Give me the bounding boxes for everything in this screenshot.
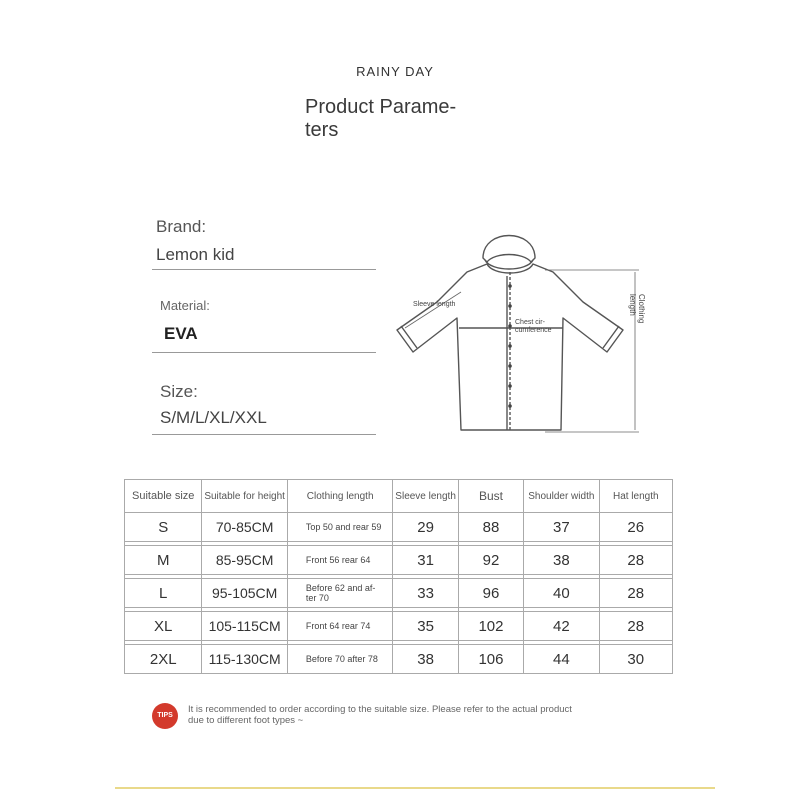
cell-bust: 88 bbox=[459, 513, 524, 542]
cell-clothing-length: Before 62 and af- ter 70 bbox=[288, 579, 394, 608]
raincoat-outline-icon bbox=[385, 210, 665, 445]
chest-label-1: Chest cir- bbox=[515, 319, 545, 326]
cell-size: L bbox=[125, 579, 202, 608]
cell-height: 115-130CM bbox=[202, 645, 287, 674]
cell-sleeve: 38 bbox=[393, 645, 458, 674]
tips-badge: TIPS bbox=[152, 703, 178, 729]
bottom-divider bbox=[115, 787, 715, 789]
cell-bust: 106 bbox=[459, 645, 524, 674]
cell-height: 70-85CM bbox=[202, 513, 287, 542]
cell-sleeve: 31 bbox=[393, 546, 458, 575]
cell-height: 105-115CM bbox=[202, 612, 287, 641]
chest-label-2: cumference bbox=[515, 327, 552, 334]
cell-clothing-length: Top 50 and rear 59 bbox=[288, 513, 394, 542]
cell-hat: 26 bbox=[600, 513, 673, 542]
table-row bbox=[125, 513, 673, 542]
table-row bbox=[125, 579, 673, 608]
cell-size: S bbox=[125, 513, 202, 542]
cell-size: 2XL bbox=[125, 645, 202, 674]
table-row bbox=[125, 612, 673, 641]
cell-bust: 102 bbox=[459, 612, 524, 641]
cell-hat: 30 bbox=[600, 645, 673, 674]
table-header-row bbox=[125, 480, 673, 513]
header-shoulder-width: Shoulder width bbox=[524, 480, 599, 513]
cell-height: 85-95CM bbox=[202, 546, 287, 575]
size-label: Size: bbox=[160, 382, 198, 401]
cell-bust: 92 bbox=[459, 546, 524, 575]
cell-shoulder: 44 bbox=[524, 645, 599, 674]
divider bbox=[152, 434, 376, 435]
section-title: Product Parame- ters bbox=[305, 96, 457, 141]
cell-sleeve: 33 bbox=[393, 579, 458, 608]
tips-text: It is recommended to order according to the suitable size. Please refer to the actual product due to different foot types ~ bbox=[188, 704, 572, 726]
cell-size: XL bbox=[125, 612, 202, 641]
clothing-length-label-1: Clothing bbox=[637, 294, 646, 324]
cell-bust: 96 bbox=[459, 579, 524, 608]
divider bbox=[152, 269, 376, 270]
cell-shoulder: 38 bbox=[524, 546, 599, 575]
table-row bbox=[125, 546, 673, 575]
cell-height: 95-105CM bbox=[202, 579, 287, 608]
size-table bbox=[124, 479, 673, 674]
header-bust: Bust bbox=[459, 480, 524, 513]
cell-sleeve: 35 bbox=[393, 612, 458, 641]
cell-shoulder: 37 bbox=[524, 513, 599, 542]
sleeve-length-label: Sleeve length bbox=[413, 301, 456, 308]
clothing-length-label-2: length bbox=[628, 294, 637, 316]
cell-shoulder: 42 bbox=[524, 612, 599, 641]
cell-shoulder: 40 bbox=[524, 579, 599, 608]
brand-value: Lemon kid bbox=[156, 245, 235, 264]
brand-header: RAINY DAY bbox=[356, 64, 434, 79]
cell-size: M bbox=[125, 546, 202, 575]
header-sleeve-length: Sleeve length bbox=[393, 480, 458, 513]
cell-clothing-length: Front 56 rear 64 bbox=[288, 546, 394, 575]
header-clothing-length: Clothing length bbox=[288, 480, 394, 513]
header-hat-length: Hat length bbox=[600, 480, 673, 513]
brand-label: Brand: bbox=[156, 217, 207, 236]
cell-clothing-length: Front 64 rear 74 bbox=[288, 612, 394, 641]
material-label: Material: bbox=[160, 298, 210, 313]
divider bbox=[152, 352, 376, 353]
raincoat-diagram bbox=[385, 210, 665, 445]
size-value: S/M/L/XL/XXL bbox=[160, 408, 267, 427]
header-suitable-size: Suitable size bbox=[125, 480, 202, 513]
cell-hat: 28 bbox=[600, 612, 673, 641]
cell-hat: 28 bbox=[600, 579, 673, 608]
table-row bbox=[125, 645, 673, 674]
cell-clothing-length: Before 70 after 78 bbox=[288, 645, 394, 674]
cell-hat: 28 bbox=[600, 546, 673, 575]
header-suitable-height: Suitable for height bbox=[202, 480, 287, 513]
cell-sleeve: 29 bbox=[393, 513, 458, 542]
material-value: EVA bbox=[164, 324, 198, 343]
